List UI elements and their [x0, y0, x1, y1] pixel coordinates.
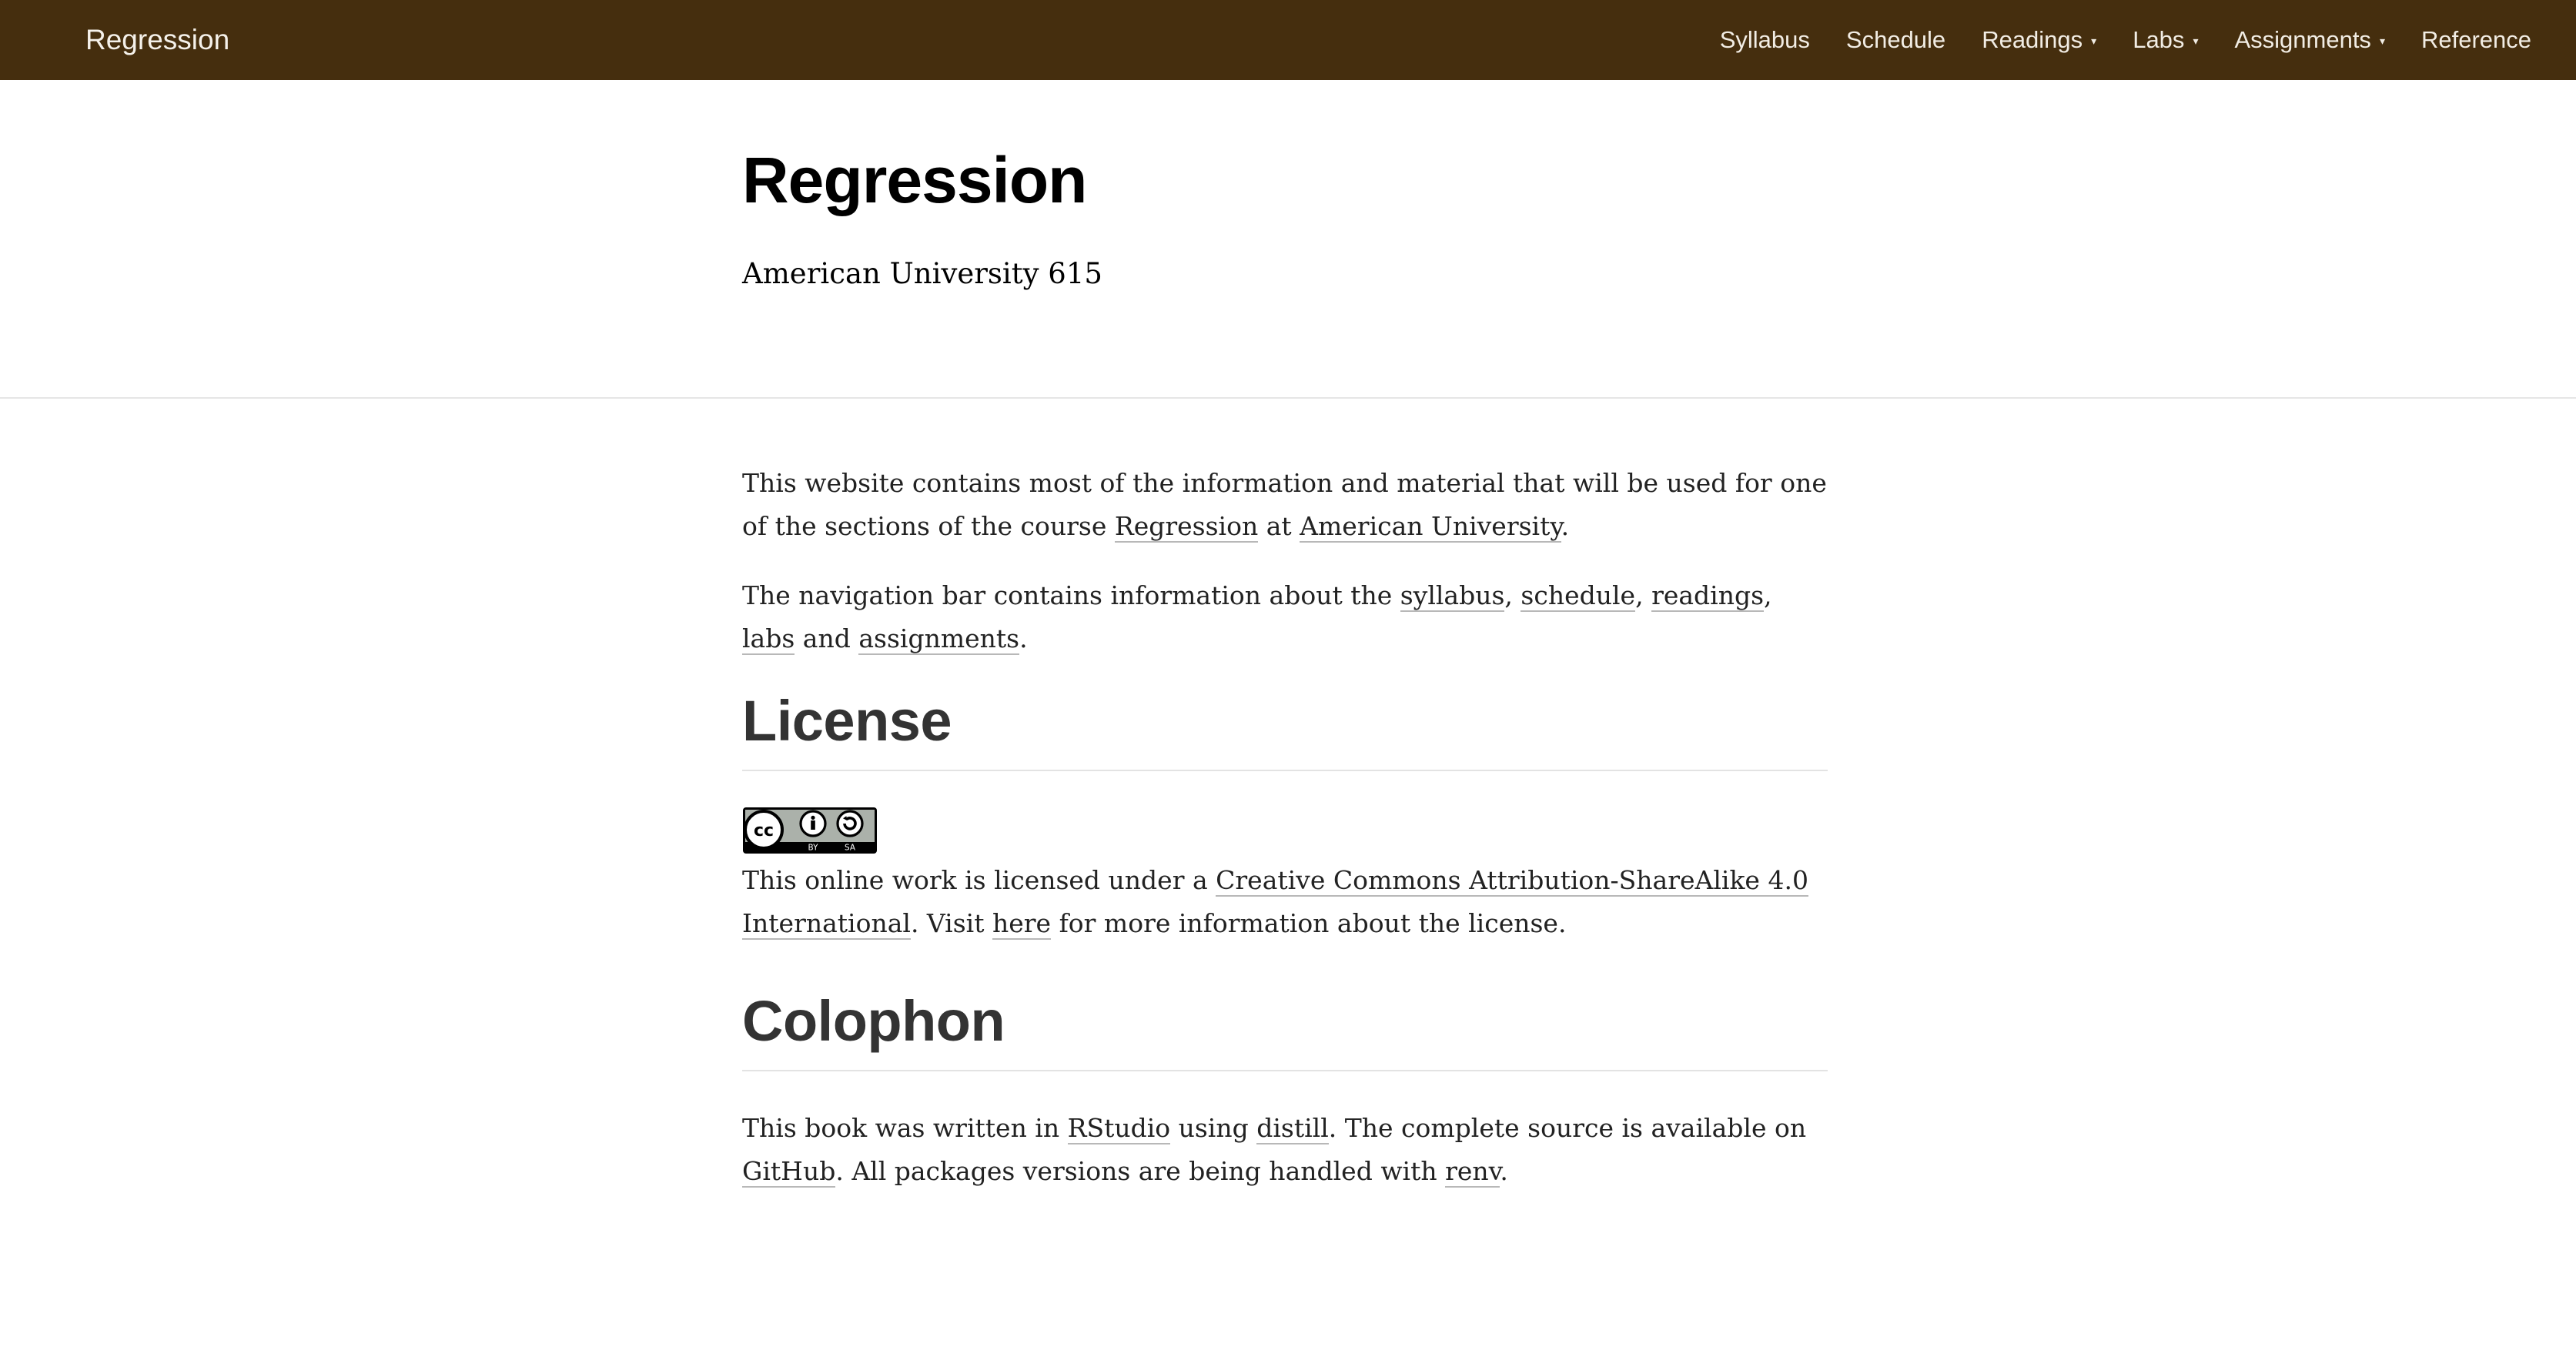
- svg-text:cc: cc: [753, 821, 774, 840]
- colophon-paragraph: [742, 1107, 1828, 1193]
- nav-item-syllabus[interactable]: [1720, 26, 1810, 54]
- navbar-brand-link[interactable]: Regression: [85, 24, 230, 55]
- text-run: . The complete source is available on: [1328, 1113, 1807, 1143]
- page-title: Regression: [742, 144, 1087, 216]
- text-run: . Visit: [910, 908, 992, 938]
- intro-paragraph: [742, 462, 1828, 548]
- text-run: and: [795, 623, 859, 653]
- assignments-link[interactable]: assignments: [858, 623, 1020, 653]
- text-run: .: [1019, 623, 1028, 653]
- caret-down-icon: ▾: [2193, 34, 2199, 47]
- text-run: The navigation bar contains information about the: [742, 580, 1400, 610]
- labs-link[interactable]: labs: [742, 623, 795, 653]
- badge-sa-label: SA: [845, 843, 855, 853]
- text-run: .: [1561, 511, 1570, 541]
- text-run: using: [1170, 1113, 1257, 1143]
- colophon-heading: Colophon: [742, 987, 1828, 1071]
- navigation-paragraph: [742, 574, 1828, 660]
- nav-item-label: Labs: [2133, 26, 2185, 53]
- text-run: ,: [1635, 580, 1652, 610]
- text-run: for more information about the license.: [1051, 908, 1567, 938]
- license-heading: License: [742, 687, 1828, 771]
- syllabus-link[interactable]: syllabus: [1400, 580, 1505, 610]
- renv-link[interactable]: renv: [1445, 1156, 1500, 1186]
- text-run: at: [1258, 511, 1300, 541]
- top-navbar: [0, 0, 2576, 80]
- nav-dropdown-labs[interactable]: [2133, 26, 2198, 54]
- github-link[interactable]: GitHub: [742, 1156, 836, 1186]
- page-subtitle: American University 615: [742, 257, 1102, 290]
- text-run: .: [1500, 1156, 1508, 1186]
- text-run: This website contains most of the information and material that will be used for one of the sections of the course: [742, 468, 1827, 541]
- nav-item-label: Readings: [1982, 26, 2083, 53]
- nav-item-schedule[interactable]: [1846, 26, 1945, 54]
- license-paragraph: [742, 859, 1828, 945]
- caret-down-icon: ▾: [2091, 34, 2097, 47]
- nav-item-label: Assignments: [2234, 26, 2371, 53]
- schedule-link[interactable]: schedule: [1521, 580, 1636, 610]
- text-run: ,: [1764, 580, 1772, 610]
- nav-item-label: Reference: [2420, 26, 2531, 53]
- main-content: [742, 462, 1828, 1219]
- license-info-link[interactable]: here: [992, 908, 1052, 938]
- text-run: ,: [1504, 580, 1521, 610]
- nav-dropdown-readings[interactable]: [1982, 26, 2096, 54]
- nav-item-label: Syllabus: [1719, 26, 1810, 53]
- text-run: . All packages versions are being handled with: [835, 1156, 1446, 1186]
- caret-down-icon: ▾: [2379, 34, 2385, 47]
- cc-by-sa-badge-icon[interactable]: [742, 807, 878, 854]
- regression-course-link[interactable]: Regression: [1114, 511, 1259, 541]
- nav-menu: [1684, 0, 2531, 80]
- badge-by-label: BY: [808, 843, 818, 853]
- title-block: [0, 80, 2576, 399]
- american-university-link[interactable]: American University: [1300, 511, 1561, 541]
- nav-item-reference[interactable]: [2421, 26, 2531, 54]
- cc-license-link[interactable]: Creative Commons Attribution-ShareAlike 4.0 International: [742, 865, 1808, 938]
- readings-link[interactable]: readings: [1651, 580, 1765, 610]
- text-run: This online work is licensed under a: [742, 865, 1216, 895]
- distill-link[interactable]: distill: [1256, 1113, 1329, 1143]
- text-run: This book was written in: [742, 1113, 1068, 1143]
- nav-dropdown-assignments[interactable]: [2234, 26, 2385, 54]
- nav-item-label: Schedule: [1845, 26, 1946, 53]
- rstudio-link[interactable]: RStudio: [1067, 1113, 1171, 1143]
